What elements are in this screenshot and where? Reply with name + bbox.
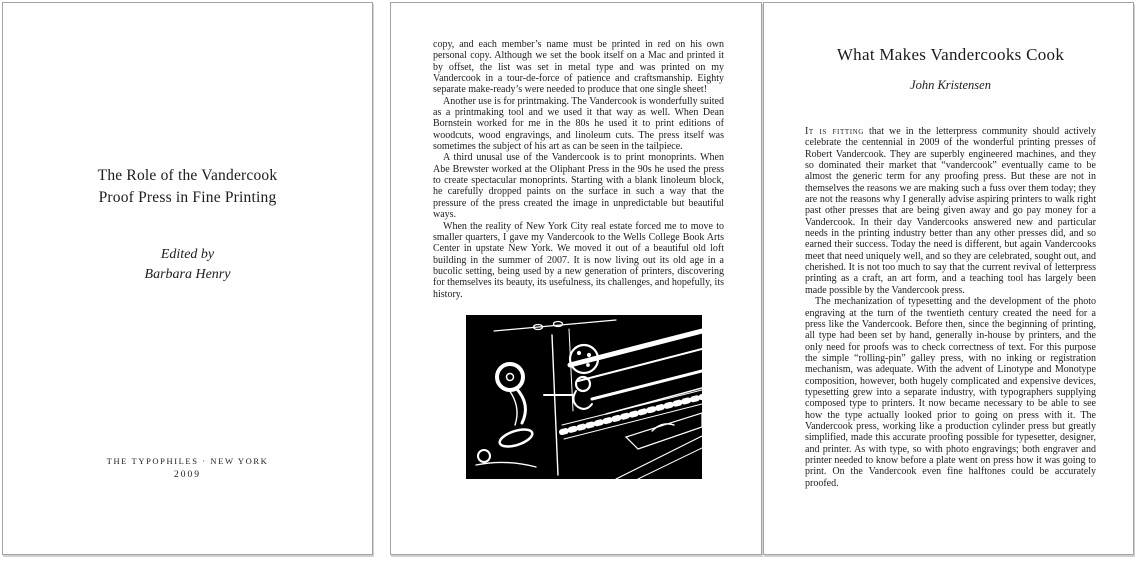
- book-title-line-1: The Role of the Vandercook: [97, 167, 278, 184]
- edited-by-block: [3, 245, 372, 285]
- text-page-recto: [763, 2, 1134, 555]
- vandercook-press-woodcut-image: [466, 315, 702, 479]
- body-paragraph: Another use is for printmaking. The Vandercook is wonderfully suited as a printmaking tool and we used it that way as well. When Dean Bornstein worked for me in the 80s he used it to print editions of woodcuts, wood engravings, and linoleum cuts. The press itself was sometimes the subject of his art as can be seen in the tailpiece.: [433, 95, 724, 153]
- book-title-line-2: Proof Press in Fine Printing: [98, 189, 277, 206]
- body-paragraph-opening: [805, 126, 1096, 296]
- body-paragraph: When the reality of New York City real estate forced me to move to smaller quarters, I gave my Vandercook to the Wells College Book Arts Center in upstate New York. We moved it out of a beautiful old loft building in the summer of 2007. It is now living out its old age in a bucolic setting, being used by a new generation of printers, discovering for themselves its beauty, its usefulness, its challenges, and hopefully, its history.: [433, 220, 724, 300]
- text-page-verso: [390, 2, 762, 555]
- opening-smallcaps-phrase: It is fitting: [805, 126, 864, 137]
- title-page: [2, 2, 373, 555]
- body-paragraph: The mechanization of typesetting and the development of the photo engraving at the turn of the twentieth century created the need for a press like the Vandercook. Before then, since the beginning of printing, all type had been set by hand, generally in-house by printers, and the only need for proofs was to check correctness of text. For this purpose the simple “rolling-pin” galley press, with no inking or registration mechanism, was adequate. With the advent of Linotype and Monotype composition, however, both hugely complicated and expensive devices, typesetting grew into a separate industry, with typographers supplying composed type to printers. It now became necessary to be able to see how the type actually looked prior to going on press with it. The Vandercook press, working like a production cylinder press but greatly simplified, made this accurate proofing possible for typesetter, designer, and printer. As with type, so with photo engravings; both engraver and printer needed to know before a plate went on press how it was going to print. On the Vandercook even fine halftones could be accurately proofed.: [805, 296, 1096, 489]
- body-paragraph: A third unusal use of the Vandercook is to print monoprints. When Abe Brewster worked at the Oliphant Press in the 90s he used the press to create spectacular monoprints. Starting with a blank linoleum block, he carefully dropped paints on the surface in such a way that the pressure of the press created the image in unpredictable but beautiful ways.: [433, 152, 724, 221]
- opening-paragraph-text: that we in the letterpress community should actively celebrate the centennial in 2009 of the wonderful printing presses of Robert Vandercook. They are superbly engineered machines, and they so dominated their market that “vandercook” eventually came to be almost the generic term for any proofing press. But these are not in themselves the reasons we are making such a fuss over them today; they are not the reasons why I generally advise aspiring printers to walk right past other presses that are being given away and go pay money for a Vandercook. In their day Vandercooks answered new and particular needs in the printing industry better than any other presses did, and so earned their success. Today the need is different, but again Vandercooks meet that need uniquely well, and so they are celebrated, sought out, and cherished. It is not too much to say that the current revival of letterpress printing as a craft, an art form, and a teaching tool has largely been made possible by the Vandercook press.: [805, 126, 1096, 296]
- edited-by-label: Edited by: [160, 247, 215, 262]
- press-woodcut-illustration: [466, 315, 702, 479]
- imprint-block: [3, 454, 372, 482]
- book-title: [3, 165, 372, 209]
- imprint-publisher: THE TYPOPHILES · NEW YORK: [106, 456, 269, 466]
- editor-name: Barbara Henry: [144, 267, 231, 282]
- chapter-author: John Kristensen: [910, 78, 991, 92]
- body-paragraph: copy, and each member’s name must be printed in red on his own personal copy. Although we set the book itself on a Mac and printed it by offset, the list was set in metal type and was printed on my Vandercook in a tour-de-force of patience and craftsmanship. Eighty separate make-ready’s were needed to produce that one single sheet!: [433, 39, 724, 96]
- chapter-title: What Makes Vandercooks Cook: [836, 45, 1065, 64]
- imprint-year: 2009: [174, 470, 201, 480]
